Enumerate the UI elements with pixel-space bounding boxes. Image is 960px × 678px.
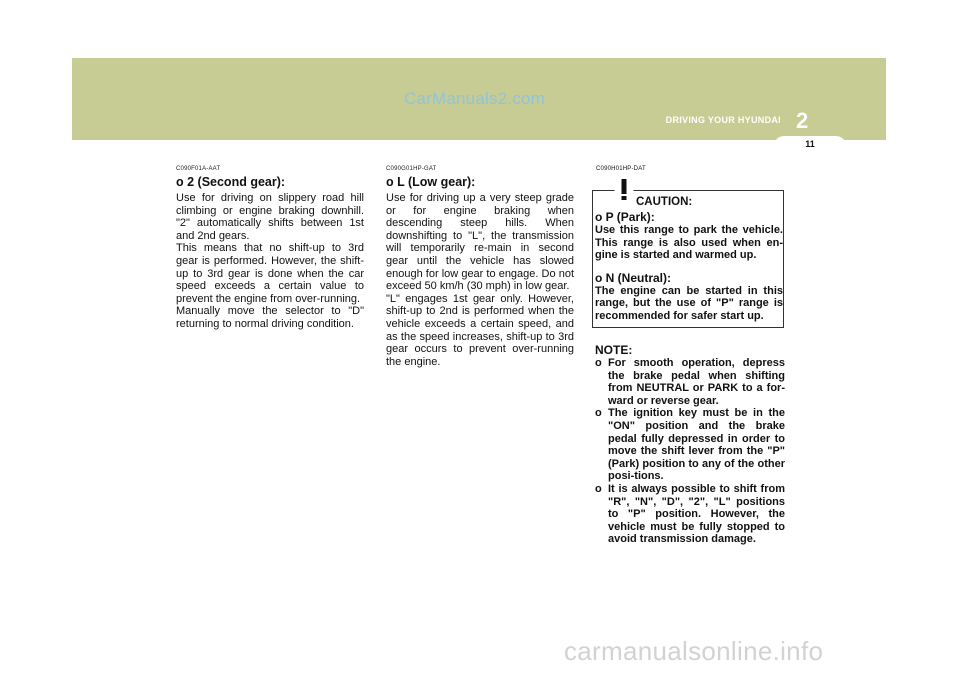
section-heading: o L (Low gear): bbox=[386, 175, 476, 189]
caution-content bbox=[595, 210, 783, 323]
neutral-heading: o N (Neutral): bbox=[595, 270, 671, 285]
bullet: o bbox=[595, 482, 602, 495]
note-item bbox=[595, 407, 785, 483]
note-item-text: The ignition key must be in the "ON" position and the brake pedal fully depressed in order to move the shift lever from the "P" (Park) position to any of the other posi-tions. bbox=[608, 407, 785, 483]
paragraph: Use for driving on slippery road hill climbing or engine braking downhill. "2" automatically shifts between 1st and 2nd gears. bbox=[176, 192, 364, 242]
note-item-text: It is always possible to shift from "R", "N", "D", "2", "L" positions to "P" position. However, the vehicle must be fully stopped to avoid transmission damage. bbox=[608, 482, 785, 546]
note-title: NOTE: bbox=[595, 343, 633, 357]
paragraph: Manually move the selector to "D" returning to normal driving condition. bbox=[176, 305, 364, 330]
page-number: 11 bbox=[805, 139, 815, 149]
paragraph: Use for driving up a very steep grade or for engine braking when descending steep hills. When downshifting to "L", the transmission will temporarily re-main in second gear until the vehicle has slowed enough for low gear to engage. Do not exceed 50 km/h (30 mph) in low gear. bbox=[386, 192, 574, 293]
section-code: C090F01A-AAT bbox=[176, 166, 221, 172]
paragraph: This means that no shift-up to 3rd gear is performed. However, the shift-up to 3rd gear is done when the car speed exceeds a certain value to prevent the engine from over-running. bbox=[176, 242, 364, 305]
footer-logo[interactable]: carmanualsonline.info bbox=[564, 636, 824, 666]
section-code-col3: C090H01HP-DAT bbox=[596, 166, 646, 172]
chapter-number: 2 bbox=[796, 108, 809, 133]
section-heading: o 2 (Second gear): bbox=[176, 175, 286, 189]
neutral-text: The engine can be started in this range, but the use of "P" range is recommended for safer start up. bbox=[595, 284, 783, 322]
section-code: C090G01HP-GAT bbox=[386, 166, 437, 172]
column-second-gear bbox=[176, 166, 364, 331]
park-text: Use this range to park the vehicle. This range is also used when en-gine is started and warmed up. bbox=[595, 224, 783, 262]
caution-label: CAUTION: bbox=[636, 196, 693, 208]
column-low-gear bbox=[386, 166, 574, 368]
note-section bbox=[595, 343, 785, 546]
park-heading: o P (Park): bbox=[595, 210, 655, 224]
section-title: DRIVING YOUR HYUNDAI bbox=[665, 115, 781, 125]
note-item bbox=[595, 483, 785, 546]
bullet: o bbox=[595, 357, 602, 369]
site-logo[interactable]: CarManuals2.com bbox=[404, 89, 545, 108]
note-item-text: For smooth operation, depress the brake pedal when shifting from NEUTRAL or PARK to a for-ward or reverse gear. bbox=[608, 357, 785, 407]
paragraph: "L" engages 1st gear only. However, shift-up to 2nd is performed when the vehicle exceeds a certain speed, and as the speed increases, shift-up to 3rd gear occurs to prevent over-running the engine. bbox=[386, 292, 574, 368]
bullet: o bbox=[595, 407, 602, 420]
note-item bbox=[595, 357, 785, 407]
